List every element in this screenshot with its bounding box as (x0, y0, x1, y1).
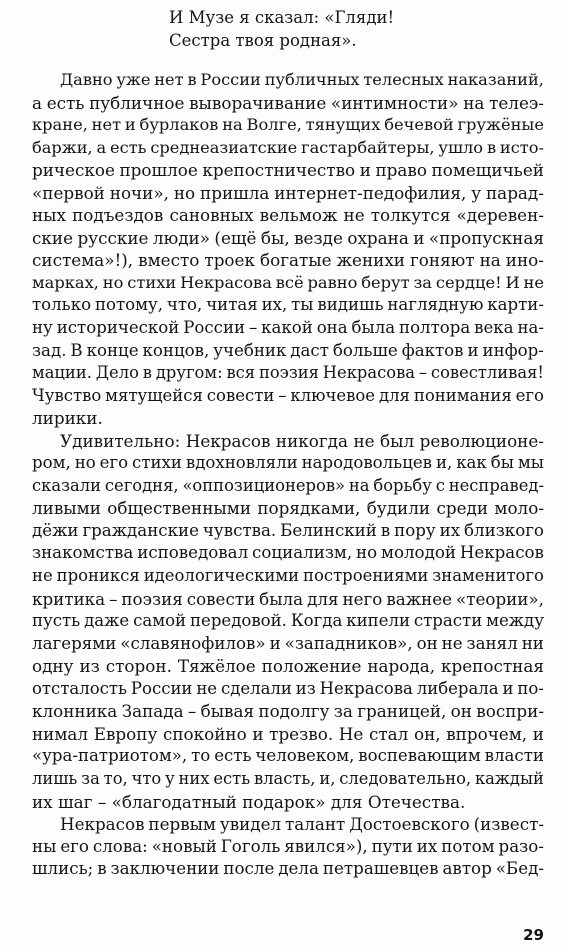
text-line: ну исторической России – какой она была полтора века на- (32, 318, 544, 338)
page-number: 29 (523, 926, 544, 944)
text-line: «первой ночи», но пришла интернет-педофилия, у парад- (32, 182, 544, 203)
text-line: ские русские люди» (ещё бы, везде охрана и «пропускная (32, 227, 544, 248)
text-line: а есть публичное выворачивание «интимности» на телеэ- (32, 92, 544, 113)
text-line: лагерями «славянофилов» и «западников», он не занял ни (32, 633, 544, 653)
text-line: рическое прошлое крепостничество и право помещичьей (32, 160, 544, 181)
text-line: только потому, что, читая их, ты видишь наглядную карти- (32, 295, 544, 315)
text-line: нимал Европу спокойно и трезво. Не стал он, впрочем, и (32, 723, 544, 744)
text-line: мации. Дело в другом: вся поэзия Некрасова – совестливая! (32, 363, 544, 383)
text-line: система»!), вместо троек богатые женихи гоняют на ино- (32, 250, 544, 271)
text-line: Давно уже нет в России публичных телесных наказаний, (60, 70, 544, 89)
text-line: «ура-патриотом», то есть человеком, воспевающим власти (32, 746, 544, 766)
epigraph (169, 6, 529, 52)
text-line: дёжи гражданские чувства. Белинский в пору их близкого (32, 520, 544, 540)
text-line: ливыми общественными порядками, будили среди моло- (32, 498, 544, 519)
text-line: шлись; в заключении после дела петрашевцев автор «Бед- (32, 859, 544, 879)
text-line: ных подъездов сановных вельмож не толкутся «деревен- (32, 205, 544, 226)
text-line: Чувство мятущейся совести – ключевое для понимания его (32, 385, 544, 405)
epigraph-line-2: Сестра твоя родная». (169, 31, 357, 50)
text-line: ны его слова: «новый Гоголь явился»), пути их потом разо- (32, 836, 544, 856)
text-line: лишь за то, что у них есть власть, и, следовательно, каждый (32, 768, 544, 788)
text-line: пусть даже самой передовой. Когда кипели страсти между (32, 611, 544, 631)
text-line: Некрасов первым увидел талант Достоевского (извест- (60, 814, 544, 835)
text-line: Удивительно: Некрасов никогда не был революционе- (60, 430, 544, 451)
text-line: не проникся идеологическими построениями знаменитого (32, 566, 544, 586)
text-line: их шаг – «благодатный подарок» для Отечества. (32, 791, 466, 812)
text-line: ром, но его стихи вдохновляли народовольцев и, как бы мы (32, 453, 544, 473)
text-line: марках, но стихи Некрасова всё равно берут за сердце! И не (32, 272, 544, 292)
text-line: одну из сторон. Тяжёлое положение народа, крепостная (32, 656, 544, 677)
text-line: клонника Запада – бывая подолгу за границей, он воспри- (32, 701, 544, 722)
text-line: лирики. (32, 408, 103, 429)
text-line: баржи, а есть среднеазиатские гастарбайтеры, ушло в исто- (32, 137, 544, 157)
epigraph-line-1: И Музе я сказал: «Гляди! (169, 8, 395, 27)
text-line: сказали сегодня, «оппозиционеров» на борьбу с несправед- (32, 475, 544, 495)
text-line: зад. В конце концов, учебник даст больше фактов и инфор- (32, 340, 544, 360)
text-line: критика – поэзия совести была для него важнее «теории», (32, 588, 544, 609)
text-line: знакомства исповедовал социализм, но молодой Некрасов (32, 543, 544, 563)
text-line: кране, нет и бурлаков на Волге, тянущих бечевой гружёные (32, 115, 544, 135)
body-text (32, 69, 544, 881)
text-line: отсталость России не сделали из Некрасова либерала и по- (32, 678, 544, 698)
